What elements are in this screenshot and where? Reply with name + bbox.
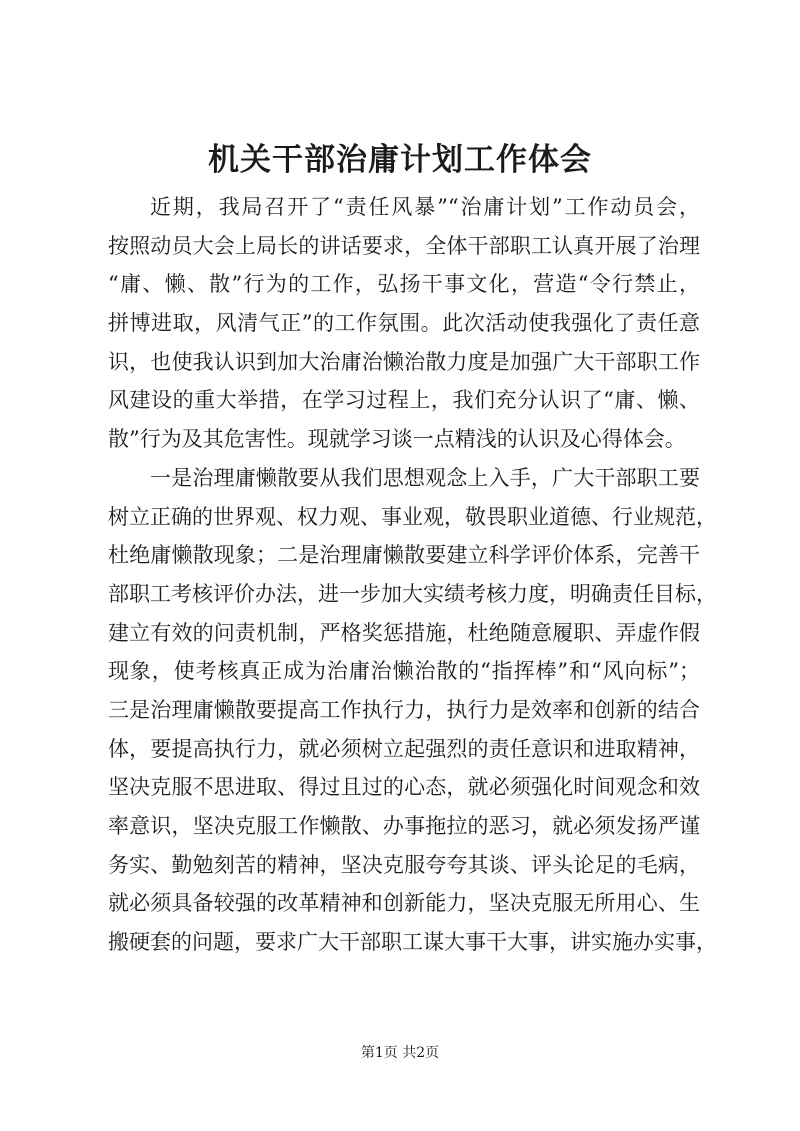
paragraph-1-line-4: 拼博进取，风清气正”的工作氛围。此次活动使我强化了责任意: [108, 311, 700, 336]
paragraph-2-line-12: 就必须具备较强的改革精神和创新能力，坚决克服无所用心、生: [108, 891, 700, 916]
paragraph-2-line-2: 树立正确的世界观、权力观、事业观，敬畏职业道德、行业规范，: [108, 504, 717, 529]
paragraph-2-line-5: 建立有效的问责机制，严格奖惩措施，杜绝随意履职、弄虚作假: [108, 620, 700, 645]
paragraph-2-line-4: 部职工考核评价办法，进一步加大实绩考核力度，明确责任目标，: [108, 581, 717, 606]
paragraph-1-line-5: 识，也使我认识到加大治庸治懒治散力度是加强广大干部职工作: [108, 349, 700, 374]
paragraph-2-line-13: 搬硬套的问题，要求广大干部职工谋大事干大事，讲实施办实事，: [108, 930, 717, 955]
paragraph-2-line-1: 一是治理庸懒散要从我们思想观念上入手，广大干部职工要: [150, 465, 700, 490]
paragraph-2-line-7: 三是治理庸懒散要提高工作执行力，执行力是效率和创新的结合: [108, 697, 700, 722]
document-body: [108, 188, 717, 962]
paragraph-2-line-9: 坚决克服不思进取、得过且过的心态，就必须强化时间观念和效: [108, 775, 700, 800]
paragraph-1-line-1: 近期，我局召开了“责任风暴”“治庸计划”工作动员会，: [150, 195, 700, 219]
paragraph-2-line-11: 务实、勤勉刻苦的精神，坚决克服夸夸其谈、评头论足的毛病，: [108, 852, 700, 877]
paragraph-2-line-3: 杜绝庸懒散现象；二是治理庸懒散要建立科学评价体系，完善干: [108, 543, 700, 568]
paragraph-1-line-6: 风建设的重大举措，在学习过程上，我们充分认识了“庸、懒、: [108, 388, 700, 413]
paragraph-2-line-10: 率意识，坚决克服工作懒散、办事拖拉的恶习，就必须发扬严谨: [108, 814, 700, 838]
page-footer: 第1页 共2页: [360, 1045, 440, 1061]
paragraph-2-line-6: 现象，使考核真正成为治庸治懒治散的“指挥棒”和“风向标”；: [108, 659, 700, 684]
document-title: 机关干部治庸计划工作体会: [208, 142, 592, 178]
paragraph-1-line-7: 散”行为及其危害性。现就学习谈一点精浅的认识及心得体会。: [108, 427, 686, 452]
paragraph-1-line-3: “庸、懒、散”行为的工作，弘扬干事文化，营造“令行禁止，: [108, 272, 700, 297]
paragraph-1-line-2: 按照动员大会上局长的讲话要求，全体干部职工认真开展了治理: [108, 233, 700, 258]
paragraph-2-line-8: 体，要提高执行力，就必须树立起强烈的责任意识和进取精神，: [108, 736, 700, 761]
